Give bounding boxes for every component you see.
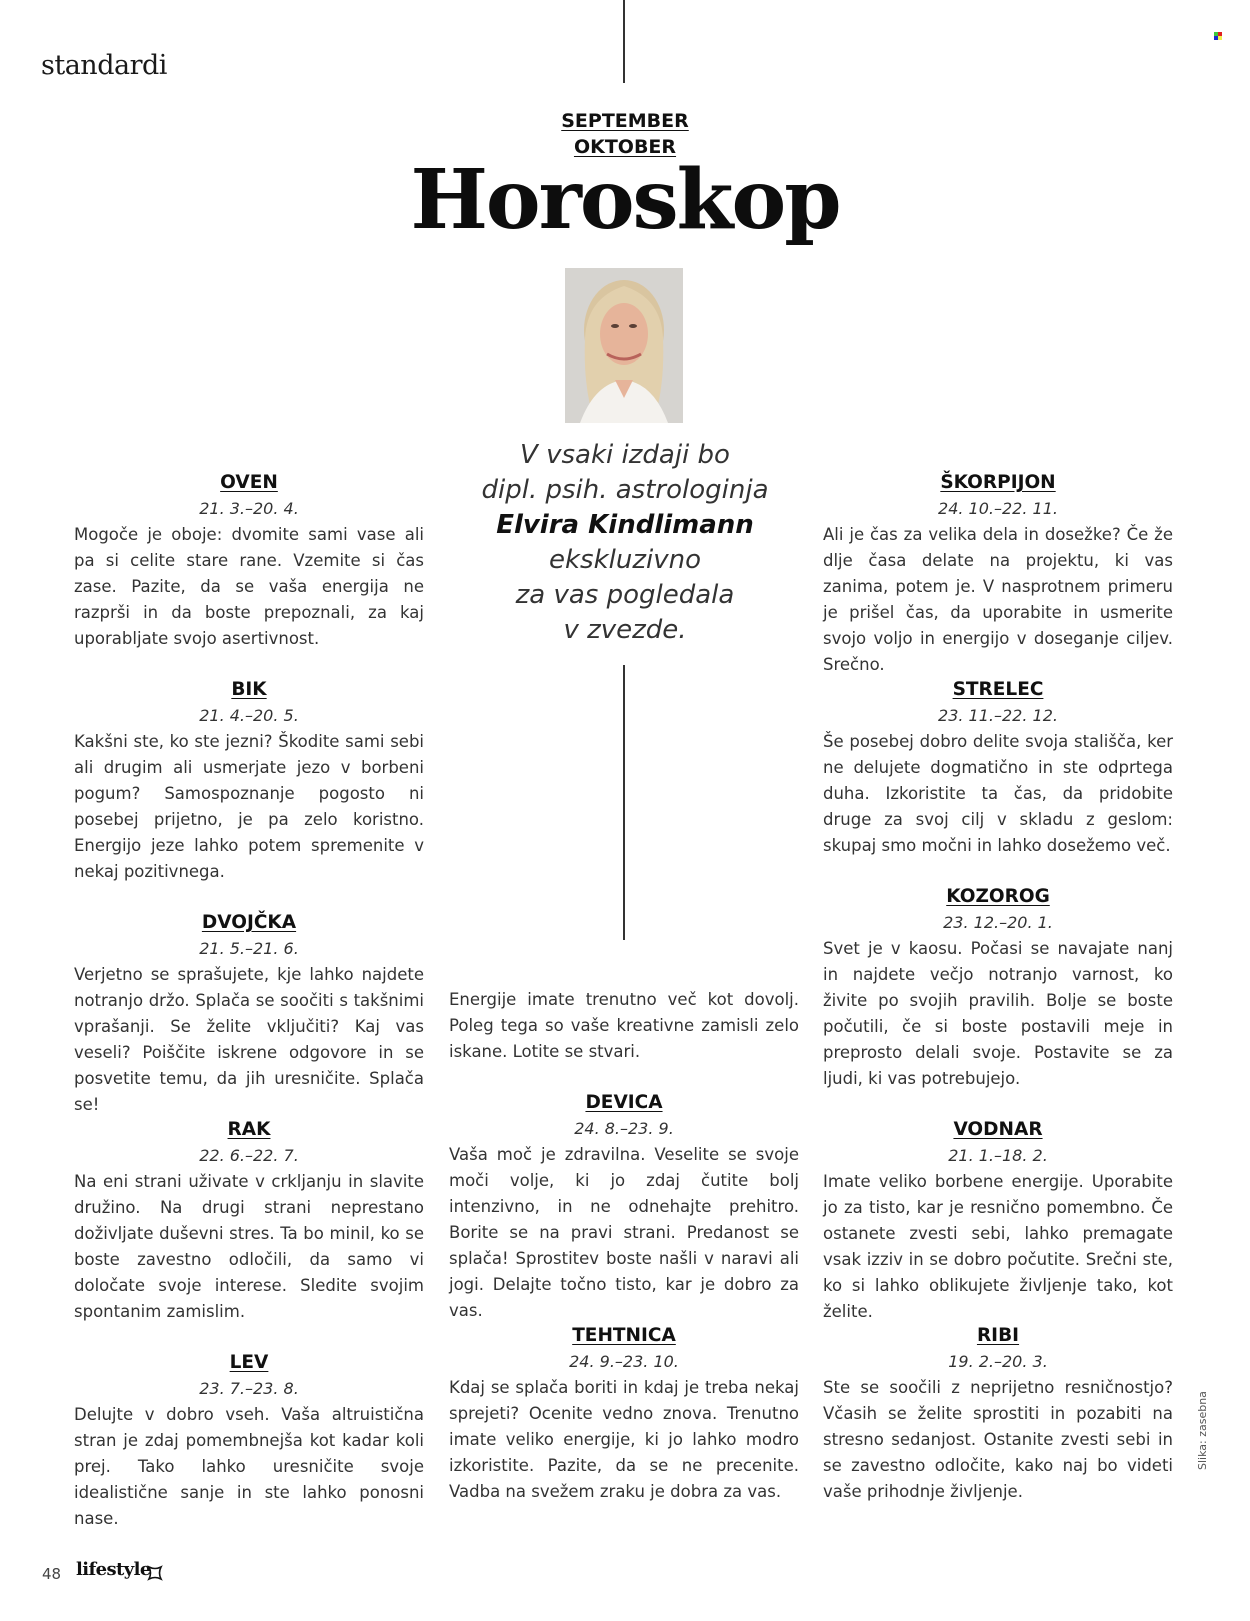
sign-date: 23. 11.–22. 12. [938, 706, 1058, 725]
sign-date: 21. 5.–21. 6. [199, 939, 299, 958]
sign-text: Vaša moč je zdravilna. Veselite se svoje moči volje, ki jo zdaj čutite bolj intenzivno, in ne odnehajte prehitro. Borite se na pravi strani. Predanost se splača! Sprostitev boste našli v naravi ali jogi. Delajte točno tisto, kar je dobro za vas. [449, 1145, 799, 1320]
sign-text: Na eni strani uživate v crkljanju in slavite družino. Na drugi strani neprestano doživljate duševni stres. Ta bo minil, ko se boste zavestno odločili, da samo vi določate svoje interese. Sledite svojim spontanim zamislim. [74, 1172, 424, 1321]
page-title: Horoskop [410, 152, 840, 248]
sign-name: VODNAR [953, 1119, 1043, 1140]
month-2: OKTOBER [573, 136, 677, 158]
sign-lev [74, 1350, 424, 1532]
intro-line-5: v zvezde. [563, 615, 687, 645]
sign-name: ŠKORPIJON [940, 472, 1056, 493]
top-divider-line [623, 0, 625, 83]
intro-line-3: ekskluzivno [548, 545, 701, 575]
sign-name: TEHTNICA [572, 1325, 676, 1346]
page-number: 48 [42, 1565, 62, 1583]
sign-name: LEV [229, 1352, 269, 1373]
section-label: standardi [41, 50, 167, 81]
sign-date: 19. 2.–20. 3. [948, 1352, 1048, 1371]
sign-date: 21. 3.–20. 4. [199, 499, 299, 518]
sign-name: OVEN [220, 472, 278, 493]
intro-line-1: V vsaki izdaji bo [520, 440, 730, 470]
sign-name: RIBI [976, 1325, 1020, 1346]
intro-line-2: dipl. psih. astrologinja [481, 475, 769, 505]
sign-date: 24. 8.–23. 9. [574, 1119, 674, 1138]
sign-devica [449, 1090, 799, 1324]
sign-text: Delujte v dobro vseh. Vaša altruistična stran je zdaj pomembnejša kot kadar koli prej. Tako lahko uresničite svoje idealistične sanje in ste lahko ponosni nase. [74, 1405, 424, 1528]
sign-text: Verjetno se sprašujete, kje lahko najdete notranjo držo. Splača se soočiti s takšnimi vprašanji. Se želite vključiti? Kaj vas veseli? Poiščite iskrene odgovore in se posvetite temu, da jih uresničite. Splača se! [74, 965, 424, 1114]
sign-date: 24. 10.–22. 11. [938, 499, 1058, 518]
sign-bik [74, 677, 424, 885]
intro-text [445, 438, 805, 648]
lev-continued [449, 987, 799, 1065]
sign-text: Mogoče je oboje: dvomite sami vase ali pa si celite stare rane. Vzemite si čas zase. Pazite, da se vaša energija ne razprši in da boste prepoznali, za kaj uporabljate svojo asertivnost. [74, 525, 424, 648]
author-name: Elvira Kindlimann [496, 510, 754, 540]
sign-date: 22. 6.–22. 7. [199, 1146, 299, 1165]
sign-name: STRELEC [952, 679, 1044, 700]
sign-text: Ste se soočili z neprijetno resničnostjo? Včasih se želite sprostiti in pozabiti na stresno sedanjost. Ostanite zvesti sebi in se zavestno odločite, kako naj bo videti vaše prihodnje življenje. [823, 1378, 1173, 1501]
sign-rak [74, 1117, 424, 1325]
sign-text: Kakšni ste, ko ste jezni? Škodite sami sebi ali drugim ali usmerjate jezo v borbeni pogum? Samospoznanje pogosto ni posebej prijetno, je pa zelo koristno. Energijo jeze lahko potem spremenite v nekaj pozitivnega. [74, 732, 424, 881]
sign-text: Svet je v kaosu. Počasi se navajate nanj in najdete večjo notranjo varnost, ko živite po svojih pravilih. Bolje se boste počutili, če si boste postavili meje in preprosto delali svoje. Postavite se za ljudi, ki vas potrebujejo. [823, 939, 1173, 1088]
color-registration-mark [1214, 32, 1222, 40]
astrologer-portrait [565, 268, 683, 423]
sign-text: Še posebej dobro delite svoja stališča, ker ne delujete dogmatično in ste odprtega duha. Izkoristite ta čas, da pridobite druge za svoj cilj v skladu z geslom: skupaj smo močni in lahko dosežemo več. [823, 732, 1173, 855]
sign-date: 23. 7.–23. 8. [199, 1379, 299, 1398]
sign-tehtnica [449, 1323, 799, 1505]
sign-vodnar [823, 1117, 1173, 1325]
sign-date: 21. 4.–20. 5. [199, 706, 299, 725]
magazine-name: lifestyle [76, 1559, 151, 1580]
center-divider-line [623, 665, 625, 940]
sign-strelec [823, 677, 1173, 859]
sign-date: 23. 12.–20. 1. [943, 913, 1053, 932]
sign-text: Ali je čas za velika dela in dosežke? Če že dlje časa delate na projektu, ki vas zanima, potem je. V nasprotnem primeru je prišel čas, da uporabite in usmerite svojo voljo in energijo v doseganje ciljev. Srečno. [823, 525, 1173, 674]
sign-date: 21. 1.–18. 2. [948, 1146, 1048, 1165]
sign-text: Kdaj se splača boriti in kdaj je treba nekaj sprejeti? Ocenite vedno znova. Trenutno imate veliko energije, ki jo lahko modro izkoristite. Pazite, da se ne precenite. Vadba na svežem zraku je dobra za vas. [449, 1378, 799, 1501]
sign-kozorog [823, 884, 1173, 1092]
sign-ribi [823, 1323, 1173, 1505]
sign-name: BIK [231, 679, 267, 700]
intro-line-4: za vas pogledala [515, 580, 735, 610]
month-1: SEPTEMBER [561, 110, 689, 132]
sign-name: RAK [227, 1119, 271, 1140]
magazine-logo-icon [147, 1565, 163, 1581]
sign-text: Imate veliko borbene energije. Uporabite jo za tisto, kar je resnično pomembno. Če ostanete zvesti sebi, lahko premagate vsak izziv in se dobro počutite. Srečni ste, ko si lahko oblikujete življenje tako, kot želite. [823, 1172, 1173, 1321]
sign-date: 24. 9.–23. 10. [569, 1352, 679, 1371]
sign-name: DEVICA [585, 1092, 663, 1113]
sign-dvojcka [74, 910, 424, 1118]
photo-credit: Slika: zasebna [1196, 1391, 1209, 1470]
sign-oven [74, 470, 424, 652]
sign-skorpijon [823, 470, 1173, 678]
sign-name: DVOJČKA [201, 912, 297, 933]
sign-text: Energije imate trenutno več kot dovolj. Poleg tega so vaše kreativne zamisli zelo iskane. Lotite se stvari. [449, 990, 799, 1061]
sign-name: KOZOROG [946, 886, 1050, 907]
